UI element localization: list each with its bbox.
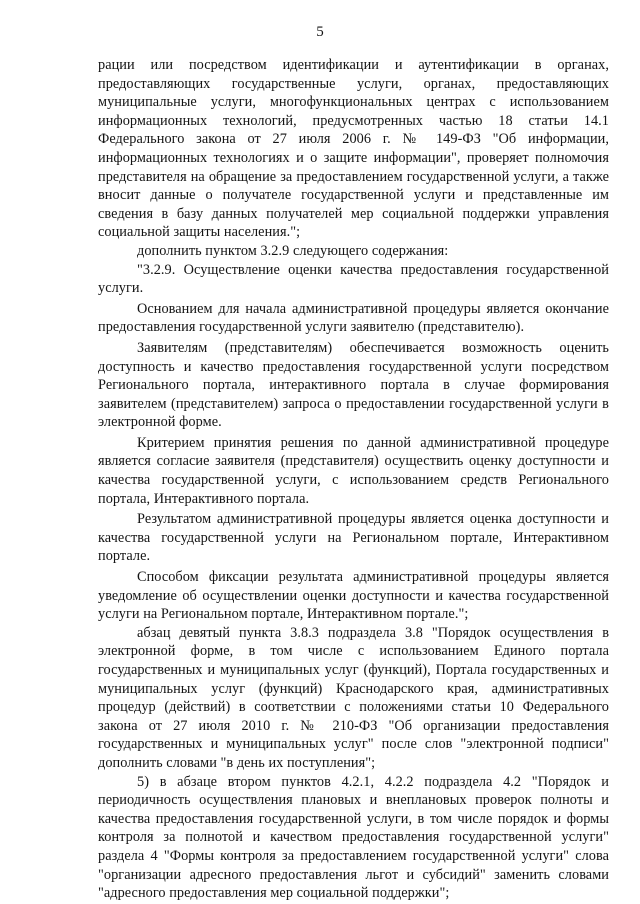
paragraph-criterion: Критерием принятия решения по данной административной процедуре является согласие заявителя (представителя) осуществить оценку доступности и качества государственной услуги, с использованием средств Регионального портала, Интерактивного портала. bbox=[98, 434, 609, 507]
paragraph-result: Результатом административной процедуры является оценка доступности и качества государственной услуги на Региональном портале, Интерактивном портале. bbox=[98, 511, 609, 565]
paragraph-clause-3-2-9: "3.2.9. Осуществление оценки качества предоставления государственной услуги. bbox=[98, 261, 609, 297]
paragraph-item-5: 5) в абзаце втором пунктов 4.2.1, 4.2.2 подраздела 4.2 "Порядок и периодичность осуществления плановых и внеплановых проверок полноты и качества предоставления государственной услуги, в том числе порядок и формы контроля за полнотой и качеством предоставления государственной услуги" раздела 4 "Формы контроля за предоставлением государственной услуги" слова "организации адресного предоставления льгот и субсидий" заменить словами "адресного предоставления мер социальной поддержки"; bbox=[98, 773, 609, 902]
paragraph-basis: Основанием для начала административной процедуры является окончание предоставления государственной услуги заявителю (представителю). bbox=[98, 300, 609, 336]
paragraph-add-clause: дополнить пунктом 3.2.9 следующего содержания: bbox=[137, 242, 449, 259]
paragraph-continuation: рации или посредством идентификации и аутентификации в органах, предоставляющих государственные услуги, органах, предоставляющих муниципальные услуги, многофункциональных центрах с использованием информационных технологий, предусмотренных частью 18 статьи 14.1 Федерального закона от 27 июля 2006 г. № 149-ФЗ "Об информации, информационных технологиях и о защите информации", проверяет полномочия представителя на обращение за предоставлением государственной услуги, а также вносит данные о получателе государственной услуги и представленные им сведения в базу данных получателей мер социальной поддержки управления социальной защиты населения."; bbox=[98, 57, 609, 241]
paragraph-abzac-3-8-3: абзац девятый пункта 3.8.3 подраздела 3.8 "Порядок осуществления в электронной форме, в том числе с использованием Единого портала государственных и муниципальных услуг (функций), Портала государственных и муниципальных услуг (функций) Краснодарского края, административных процедур (действий) в соответствии с положениями статьи 10 Федерального закона от 27 июля 2010 г. № 210-ФЗ "Об организации предоставления государственных и муниципальных услуг" после слов "электронной подписи" дополнить словами "в день их поступления"; bbox=[98, 624, 609, 771]
document-body bbox=[98, 56, 609, 903]
page-number: 5 bbox=[316, 24, 324, 40]
paragraph-fixation: Способом фиксации результата административной процедуры является уведомление об осуществлении оценки доступности и качества государственной услуги на Региональном портале, Интерактивном портале."; bbox=[98, 569, 609, 623]
paragraph-applicants: Заявителям (представителям) обеспечивается возможность оценить доступность и качество предоставления государственной услуги посредством Регионального портала, интерактивного портала в случае формирования заявителем (представителем) запроса о предоставлении государственной услуги в электронной форме. bbox=[98, 339, 609, 431]
